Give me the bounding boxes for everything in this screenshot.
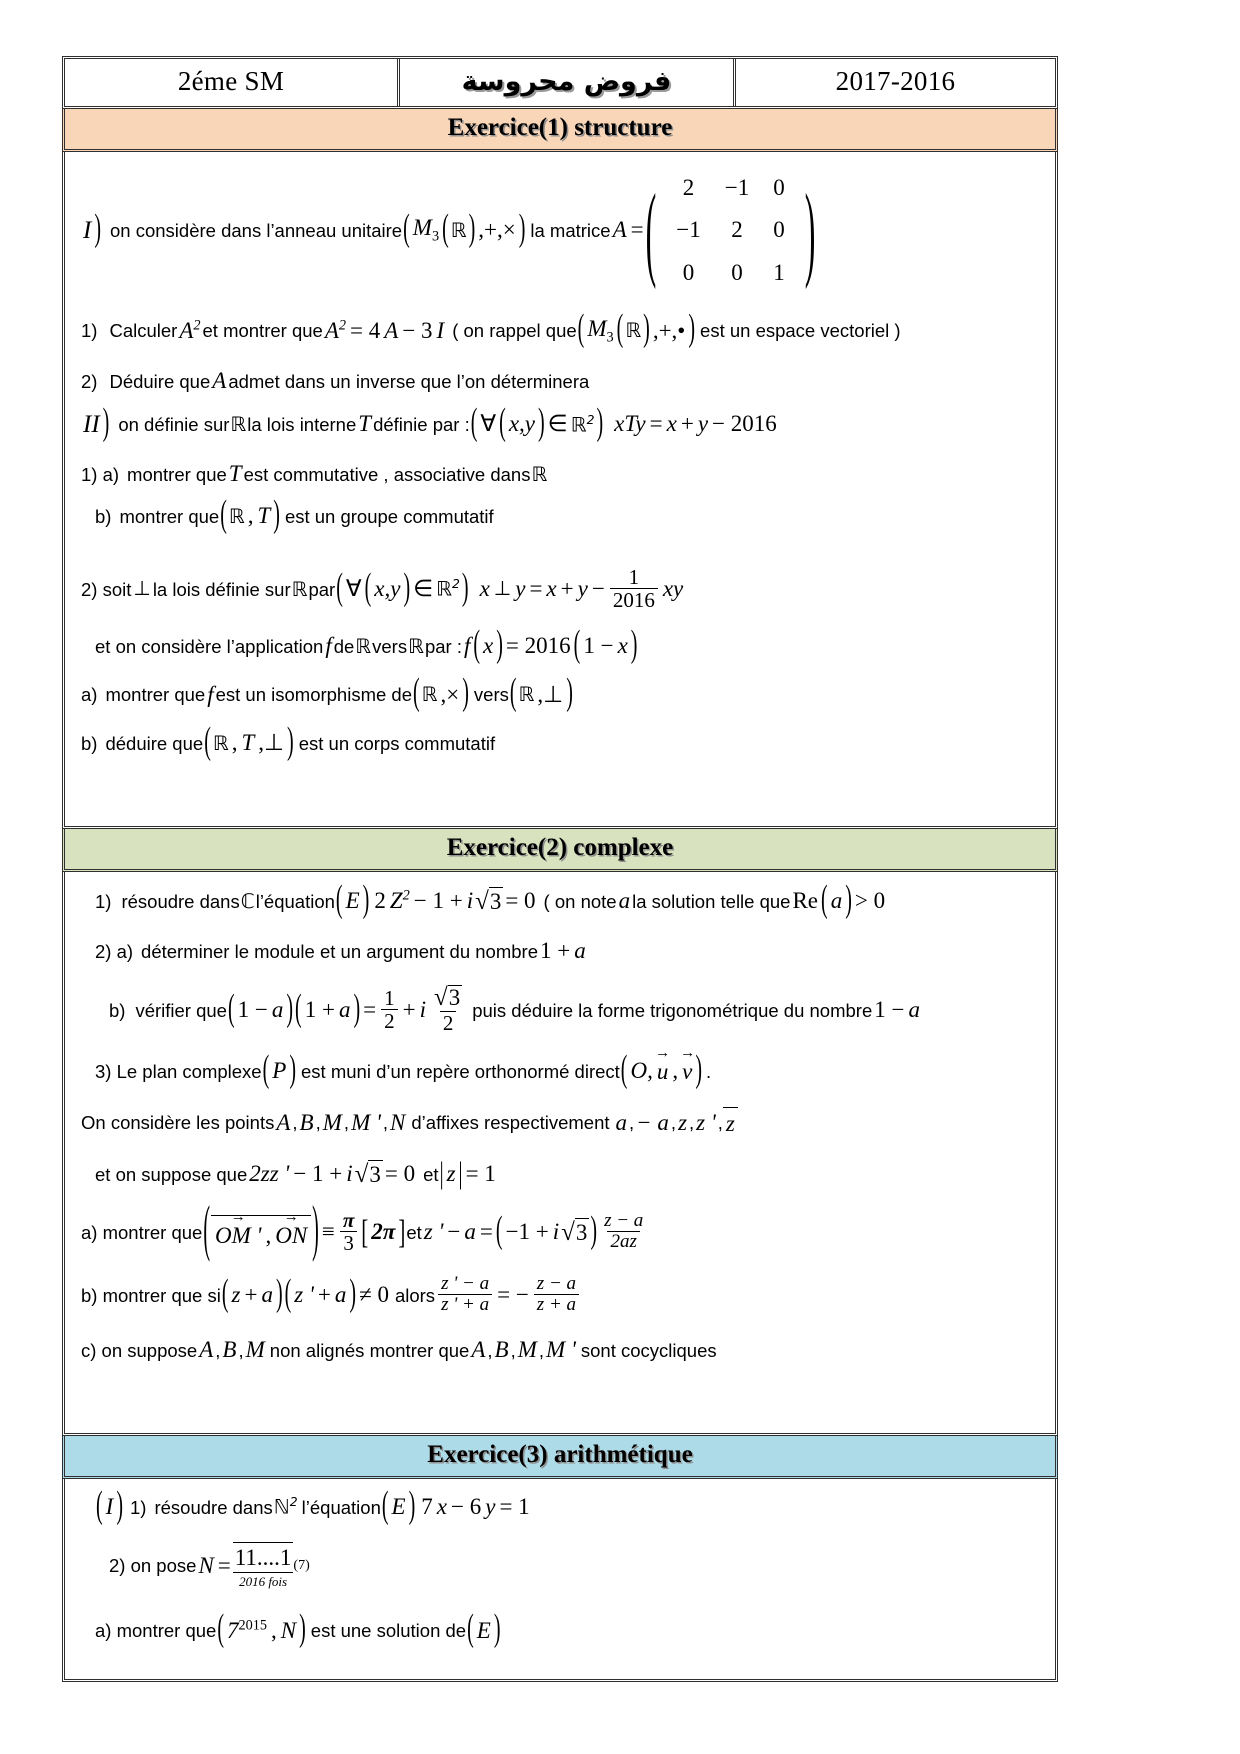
matrix-cell: 0 [773,217,785,243]
ex2-hypothesis: et on suppose que 2zz ' − 1 + i √3 = 0 et | z | = 1 [95,1156,496,1191]
exercise-2-title: Exercice(2) complexe [446,834,674,862]
fraction-z: $\frac{z - a}{z + a}$ [531,1274,582,1315]
ex1-II-question-1a: 1) a) montrer que T est commutative , associative dans ℝ [81,461,548,487]
fraction-zprime: $\frac{z ' - a}{z ' + a}$ [435,1274,495,1315]
ex1-part-I-intro: I ) on considère dans l’anneau unitaire ( $M_3$ ( ℝ ) ,+,× ) la matrice A = ( 2 −1 0 −1 2 0 0 0 1 ) [81,166,1039,295]
repunit-base: (7) [293,1558,310,1574]
exercise-1-banner [62,109,1058,152]
class-level-label: 2éme SM [177,66,285,96]
exercise-1-title: Exercice(1) structure [447,114,673,141]
ex3-question-2a: a) montrer que ( $7^{2015}$ , N ) est une solution de ( E ) [95,1608,501,1650]
ex2-question-3c: c) on suppose A , B , M non alignés montrer que A , B , M , M ' sont cocycliques [81,1337,717,1363]
exercise-2-banner [62,829,1058,872]
ex2-question-3: 3) Le plan complexe ( P ) est muni d’un repère orthonormé direct ( O, u → , v → ) . [81,1055,1039,1087]
header-table [62,56,1058,109]
fraction-pi-3: $\frac{\pi}{3}$ [337,1209,360,1254]
matrix-row [665,168,795,208]
repunit-count: 2016 fois [239,1574,288,1590]
matrix-cell: 0 [682,259,695,285]
matrix-cell: 0 [731,259,743,285]
exercise-1-body [62,152,1058,829]
matrix-cell: 2 [731,217,743,243]
ex2-question-3b: b) montrer que si ( z + a ) ( z ' + a ) ≠ 0 alors $\frac{z ' - a}{z ' + a}$ = − $\frac{z - a}{z + a}$ [81,1275,1039,1316]
ex1-II-question-2b: b) déduire que ( ℝ , T ,⊥ ) est un corps commutatif [81,720,496,763]
spacer [81,1371,1039,1417]
ex1-II-question-2a: a) montrer que f est un isomorphisme de ( ℝ ,× ) vers ( ℝ ,⊥ ) [81,672,573,714]
matrix-row [665,210,795,250]
spacer [81,537,1039,567]
ex1-II-question-2: 2) soit ⊥ la lois définie sur ℝ par ( ∀ ( x,y ) ∈ ℝ$^2$ ) x ⊥ y = x + y − $\frac{1}{2016}$ xy [81,564,684,612]
matrix-row [665,253,795,293]
ex3-question-2: 2) on pose N = 11....1 2016 fois (7) [81,1542,1039,1591]
matrix-cell: 0 [773,175,785,200]
arabic-title-label: فروض محروسة [461,66,672,97]
fraction-1-2016: $\frac{1}{2016}$ [607,566,661,611]
ex1-I-question-2: 2) Déduire que A admet dans un inverse que l’on déterminera [81,368,590,394]
ex2-points-statement: On considère les points A , B , M , M ' , N d’affixes respectivement a , − a , z , z ' , z [81,1107,1039,1139]
exercise-3-body [62,1479,1058,1683]
matrix-A: ( 2 −1 0 −1 2 0 0 0 1 ) [646,166,816,295]
matrix-cell: −1 [676,217,701,243]
ex1-II-question-1b: b) montrer que ( ℝ , T ) est un groupe commutatif [95,493,494,536]
ex1-I-question-1: 1) Calculer $A^2$ et montrer que $A^2$ = 4 A − 3 I ( on rappel que ( $M_3$ ( ℝ ) ,+,• ) est un espace vectoriel ) [81,308,901,350]
exercise-3-title: Exercice(3) arithmétique [427,1440,693,1468]
ex2-question-2b: b) vérifier que ( 1 − a ) ( 1 + a ) = $\frac{1}{2}$ + i $\frac{√3}{2}$ puis déduire la forme trigonométrique du nombre 1 − a [109,984,920,1036]
header-cell-level [65,59,400,106]
exercise-2-body [62,872,1058,1436]
ex2-question-2a: 2) a) déterminer le module et un argument du nombre 1 + a [95,938,586,964]
ex1-part-II-intro: II ) on définie sur ℝ la lois interne T définie par : ( ∀ ( x,y ) ∈ ℝ$^2$ ) xTy = x + y − 2016 [83,401,777,444]
repunit-underbrace [233,1542,294,1591]
spacer [81,764,1039,810]
matrix-cell: −1 [724,175,750,200]
ex2-question-3a: a) montrer que ( OM ' → , ON → ) ≡ $\frac{\pi}{3}$ [ 2π ] et z ' − a = ( −1 + i √3 ) $\frac{z - a}{2az}$ [81,1210,1039,1255]
ex2-question-1: 1) résoudre dans ℂ l’équation ( E ) 2 $Z^2$ − 1 + i √3 = 0 ( on note a la solution telle que Re ( a ) > 0 [95,878,886,921]
repunit-digits: 11....1 [233,1542,294,1574]
fraction-z-minus-a-over-2az: $\frac{z - a}{2az}$ [604,1210,644,1253]
matrix-cell: 1 [773,259,785,285]
ex1-II-application-f: et on considère l’application f de ℝ vers ℝ par : f ( x ) = 2016 ( 1 − x ) [95,623,638,666]
matrix-cell: 2 [682,175,695,200]
fraction-1-2: $\frac{1}{2}$ [378,987,401,1032]
fraction-sqrt3-2: $\frac{√3}{2}$ [433,984,461,1036]
school-year-label: 2017-2016 [835,66,956,96]
exam-sheet [62,56,1058,1682]
exercise-3-banner [62,1436,1058,1479]
header-cell-years [736,59,1055,106]
ex3-question-1: ( I ) 1) résoudre dans ℕ$^2$ l’équation ( E ) 7 x − 6 y = 1 [96,1484,530,1527]
header-cell-arabic [400,59,736,106]
